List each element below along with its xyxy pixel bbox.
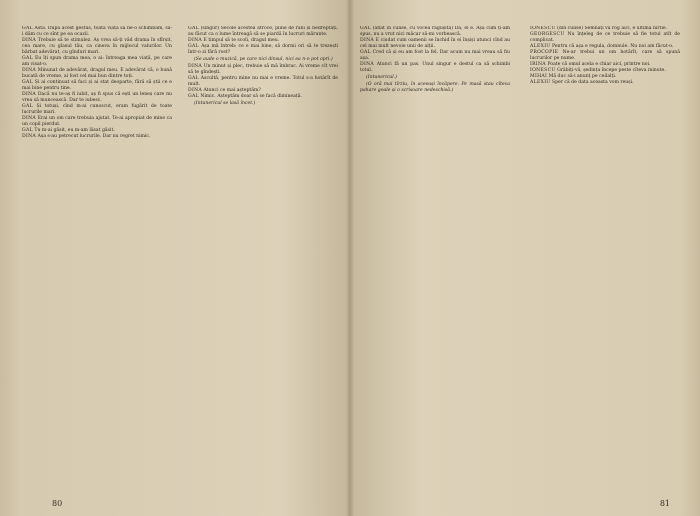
speaker-name: GAL [188,26,199,31]
dialogue-line [188,94,338,100]
speaker-name: GAL [360,26,371,31]
speaker-name: MIHAI [530,74,548,80]
dialogue-line [22,56,172,68]
speaker-name: DINA [22,38,37,44]
dialogue-line [22,116,172,128]
dialogue-text: Dacă nu te-aș fi iubit, aș fi spus că ești un leneș care nu vrea să muncească. Dar te iubesc. [22,92,172,104]
speaker-name: DINA [188,64,203,70]
speaker-name: GAL [188,44,199,50]
dialogue-text: Grăbiți-vă, ședința începe peste cîteva minute. [557,68,666,74]
speaker-name: ALEXIU [530,80,551,86]
dialogue-line [530,80,680,86]
dialogue-text: (aflat în culise, cu vocea răgușită) Da, el e. Așa cum ți-am spus, nu a vrut nici măcar să-mi vorbească. [360,26,510,38]
dialogue-text: Eu îți spun drama mea, o ai: întreaga mea viață, pe care am visat-o. [22,56,172,68]
stage-direction: (Intunericul se lasă încet.) [194,101,256,107]
dialogue-text: E timpul să te scoli, dragul meu. [203,38,280,44]
speaker-name: PROCOPIE [530,50,559,56]
dialogue-text: Și totuși, cînd m-ai cunoscut, eram fugărit de toate lucrurile mari. [22,104,172,116]
right-page [352,0,700,516]
left-page-number: 80 [52,499,63,508]
speaker-name: GAL [22,128,33,134]
speaker-name: DINA [360,38,375,44]
dialogue-text: Atunci ce mai așteptăm? [203,88,261,94]
dialogue-line [188,76,338,88]
dialogue-text: Poate că omul acela e chiar aici, printre noi. [547,62,651,68]
dialogue-text: Și ai continuat să faci și ai stat deoparte, fără să știi ce e mai bine pentru tine. [22,80,172,92]
dialogue-text: Minunat de adevărat, dragul meu. E adevărat că, o bună bucată de vreme, ai fost cel mai bun dintre toți. [22,68,172,80]
speaker-name: IRINA [530,62,546,68]
stage-direction: (Intunericul.) [366,75,397,81]
dialogue-line [22,92,172,104]
dialogue-line [22,104,172,116]
dialogue-text: (singur) Secole acestea atroce, pline de răni și nedreptăți, au făcut ca o lume întreagă să se piardă în lucruri mărunte. [188,26,338,38]
dialogue-line [360,26,510,38]
dialogue-text: Nimic. Așteptăm doar să se facă dimineață. [200,94,302,100]
speaker-name: DINA [22,116,37,122]
dialogue-text: Asta. După acest gestus, toată viața să ne-o schimbăm, să-i dăm cu ce sînt pe ea ocazii. [22,26,172,38]
left-page-column-1 [22,26,172,492]
speaker-name: GAL [22,80,33,86]
speaker-name: GAL [360,50,371,56]
dialogue-text: Mă duc să-i anunț pe ceilalți. [548,74,617,80]
dialogue-text: Trebuie să te stimulez. Aș vrea să-ți văd drama în sfîrșit, cea mare, cu glasul tău, ca cineva în mijlocul valurilor. Un bărbat adevărat, cu gînduri mari. [22,38,172,56]
speaker-name: DINA [188,88,203,94]
dialogue-text: Cred că și eu am fost la fel. Dar acum nu mai vreau să fiu așa. [360,50,510,62]
dialogue-line [360,50,510,62]
dialogue-text: Ascultă, pentru mine nu mai e vreme. Totul s-a hotărît de mult. [188,76,338,88]
dialogue-text: Sper că de data aceasta vom reuși. [551,80,634,86]
speaker-name: DINA [22,134,37,140]
speaker-name: DINA [188,38,203,44]
speaker-name: DINA [22,68,37,74]
dialogue-line [22,134,172,140]
dialogue-line [22,68,172,80]
speaker-name: GEORGESCU [530,32,565,38]
dialogue-text: E ciudat cum oamenii se închid în ei înșiși atunci cînd au cel mai mult nevoie unii de alții. [360,38,510,50]
dialogue-text: (din culise) Semnați vă rog aici, e ultima hîrtie. [557,26,668,31]
dialogue-text: Atunci fă un pas. Unul singur e destul ca să schimbi totul. [360,62,510,74]
right-page-column-2 [530,26,680,492]
dialogue-text: Pentru că așa e regula, domnule. Nu noi am făcut-o. [551,44,674,50]
dialogue-text: Așa s-au petrecut lucrurile. Dar nu regret nimic. [37,134,151,140]
stage-direction: (Se aude o muzică, pe care nici dinsul, nici ea n-o pot opri.) [194,57,333,63]
dialogue-line [188,44,338,56]
dialogue-line [530,32,680,44]
dialogue-line [22,38,172,56]
dialogue-text: Erai un om care trebuia ajutat. Te-ai apropiat de mine ca un copil pierdut. [22,116,172,128]
dialogue-text: Tu m-ai găsit, eu m-am lăsat găsit. [34,128,115,134]
right-page-number: 81 [659,499,670,508]
dialogue-line [360,62,510,74]
speaker-name: DINA [22,92,37,98]
dialogue-line [22,26,172,38]
dialogue-line [188,26,338,38]
speaker-name: IONESCU [530,68,556,74]
dialogue-line [22,80,172,92]
speaker-name: DINA [360,62,375,68]
speaker-name: ALEXIU [530,44,551,50]
left-page-column-2 [188,26,338,492]
dialogue-line [188,64,338,76]
stage-direction: (O oră mai tîrziu, în aceeași încăpere. Pe masă stau cîteva pahare goale și o scrisoare nedeschisă.) [360,82,510,94]
dialogue-text: Ne-ar trebui un om hotărît, care să spună lucrurilor pe nume. [530,50,680,62]
dialogue-text: Așa mă întreb: ce e mai bine, să dormi ori să te trezești într-o zi fără rost? [188,44,338,56]
dialogue-line [530,50,680,62]
speaker-name: GAL [22,56,33,62]
speaker-name: GAL [22,104,33,110]
speaker-name: GAL [188,76,199,82]
dialogue-text: Nu înțeleg de ce trebuie să fie totul atît de complicat. [530,32,680,44]
speaker-name: IONESCU [530,26,556,31]
speaker-name: GAL [188,94,199,100]
right-page-column-1 [360,26,510,492]
dialogue-text: Un minut și plec, trebuie să mă îmbrac. Ai vreme cît vrei să te gîndești. [188,64,338,76]
speaker-name: GAL [22,26,33,31]
dialogue-line [360,38,510,50]
